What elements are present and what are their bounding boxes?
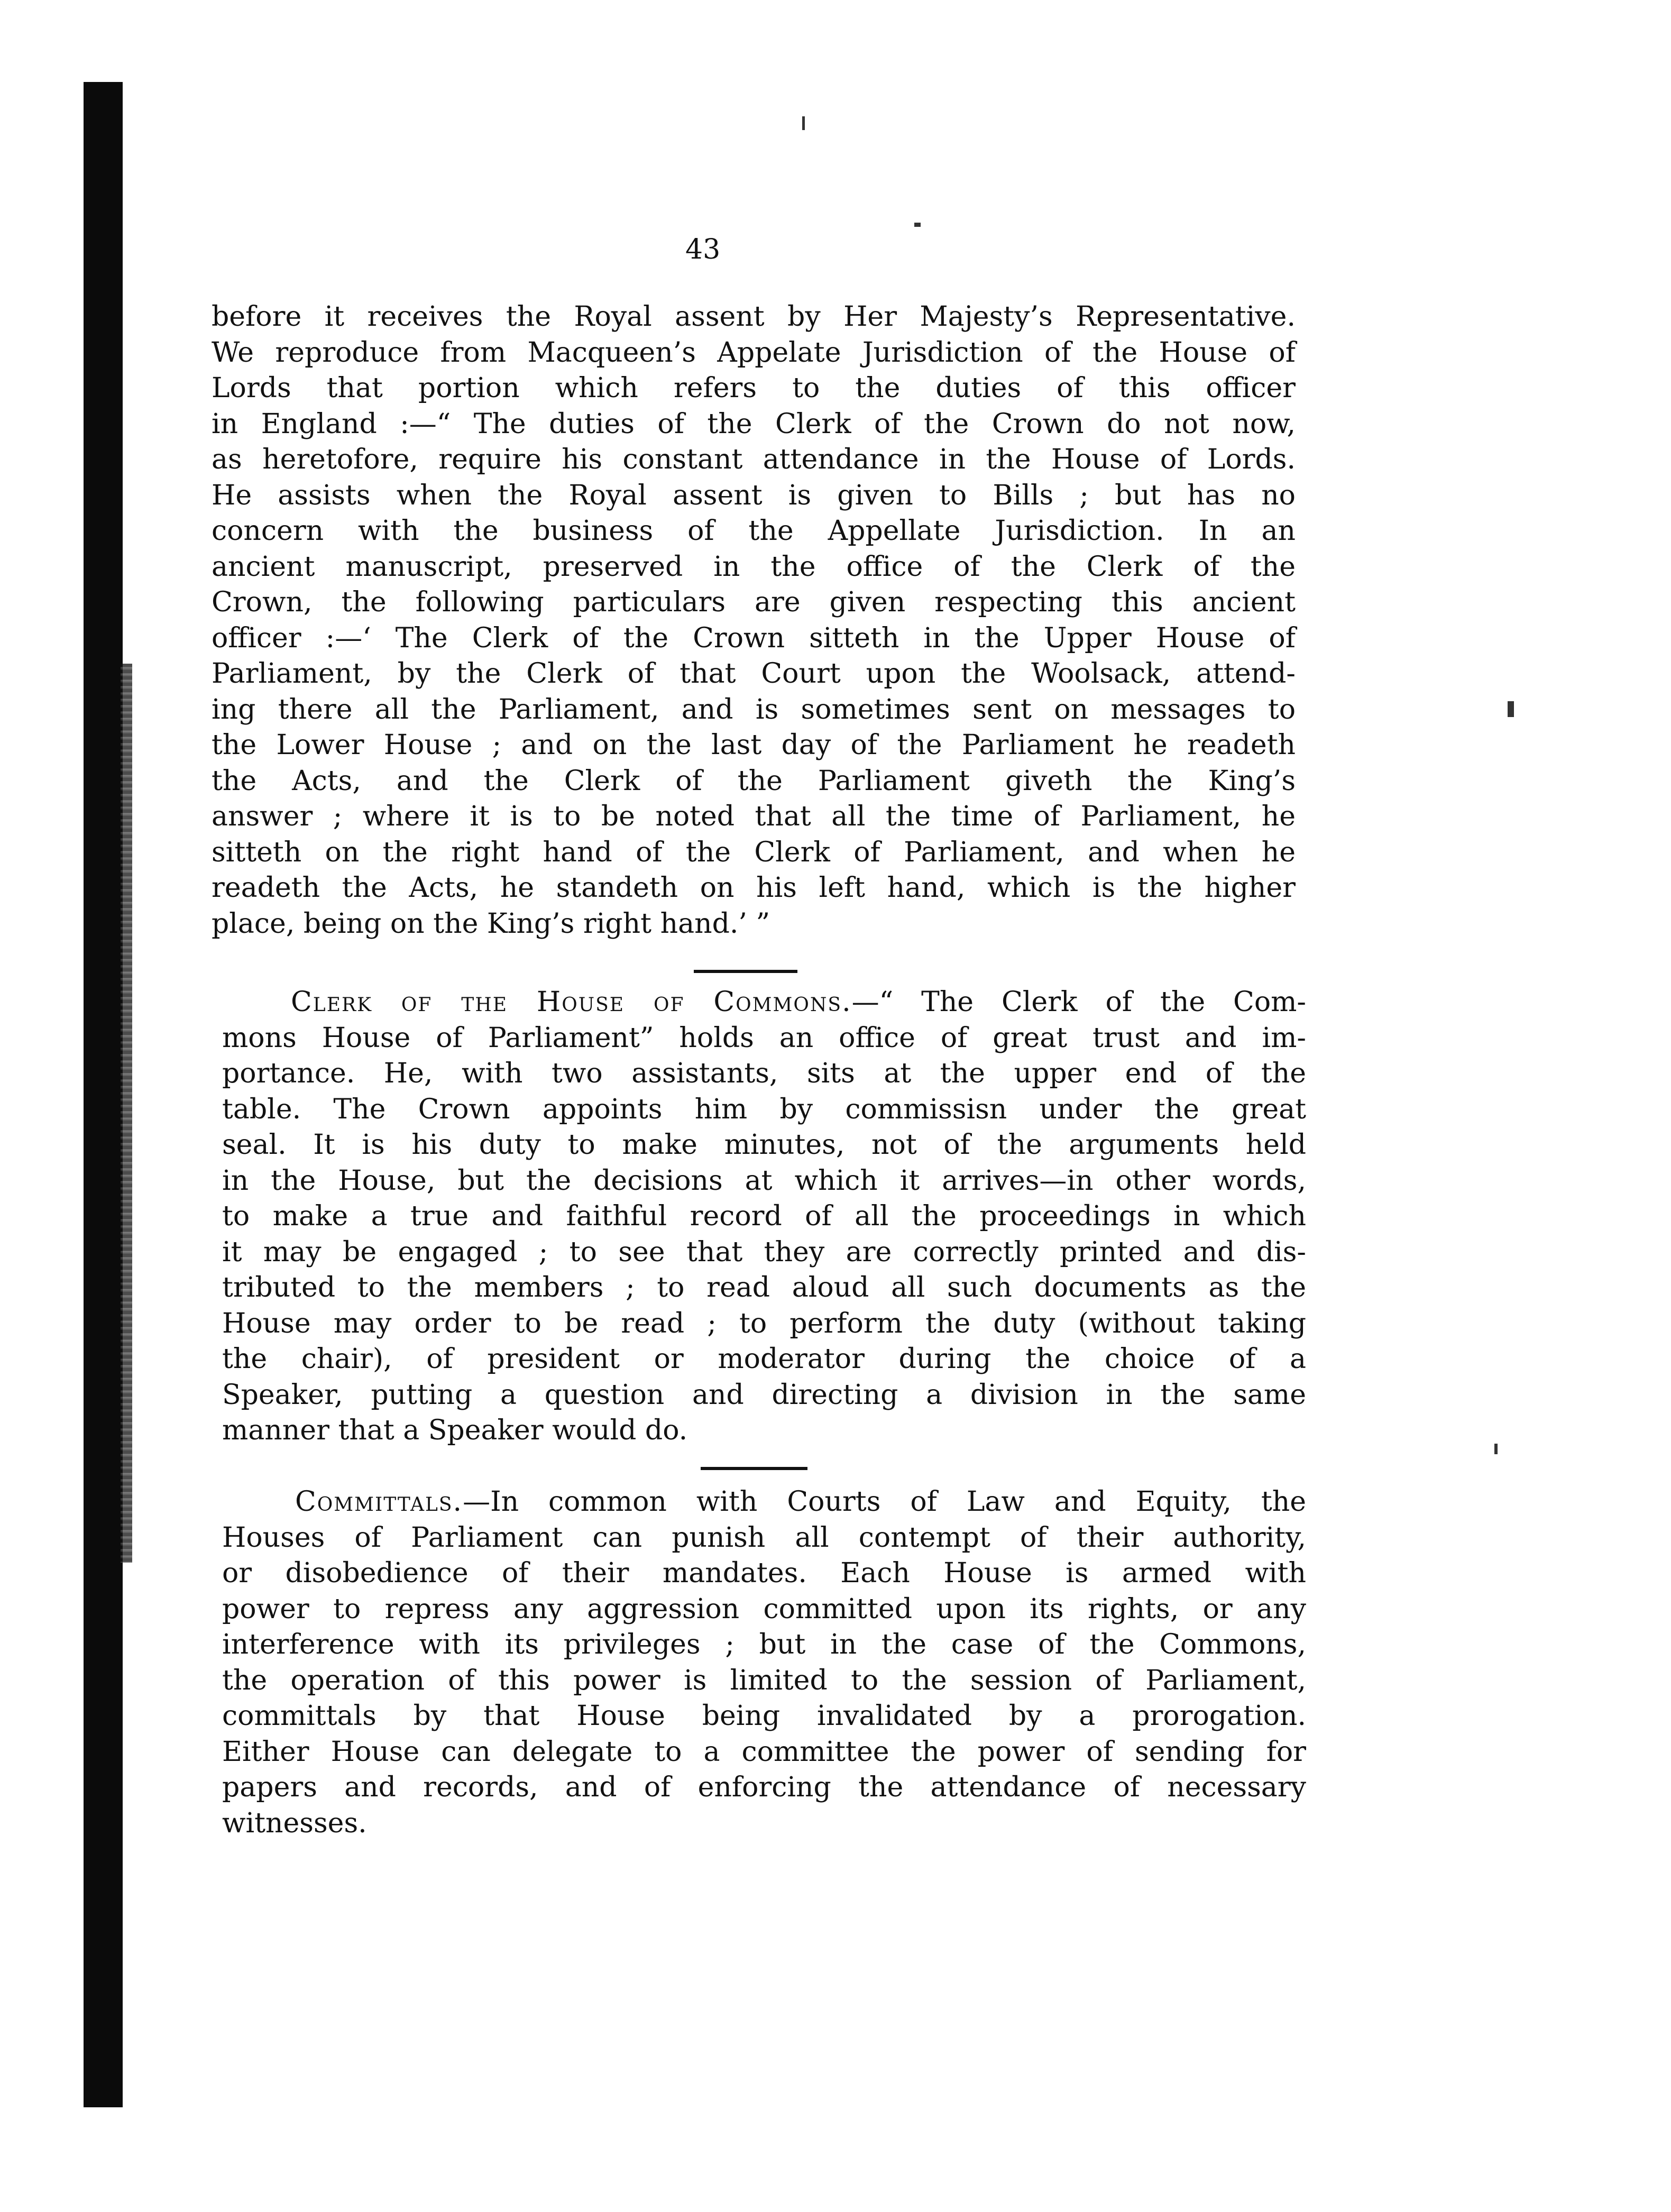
scan-binding-edge [84,82,123,2107]
text-line: witnesses. [222,1807,367,1839]
text-line: tributed to the members ; to read aloud all such documents as the [222,1272,1306,1304]
section-divider [701,1467,807,1470]
text-line: Parliament, by the Clerk of that Court upon the Woolsack, attend- [212,658,1296,690]
text-line: We reproduce from Macqueen’s Appelate Jurisdiction of the House of [212,336,1296,369]
text-line: sitteth on the right hand of the Clerk of Parliament, and when he [212,836,1296,868]
text-line: manner that a Speaker would do. [222,1415,688,1446]
text-line: the operation of this power is limited to the session of Parliament, [222,1664,1306,1696]
text-line: committals by that House being invalidated by a prorogation. [222,1700,1306,1732]
section-divider [694,970,797,973]
text-line-fragment: —“ The Clerk of the Com- [851,986,1306,1018]
text-line: place, being on the King’s right hand.’ ” [212,907,770,940]
section-first-line [222,985,1306,1021]
text-line: answer ; where it is to be noted that all the time of Parliament, he [212,801,1296,832]
text-line: power to repress any aggression committed upon its rights, or any [222,1593,1306,1625]
text-line: Speaker, putting a question and directing a division in the same [222,1379,1306,1411]
text-line: portance. He, with two assistants, sits at the upper end of the [222,1058,1306,1089]
section-heading: Committals. [295,1486,463,1518]
text-line: table. The Crown appoints him by commissisn under the great [222,1093,1306,1125]
intro-paragraph [212,299,1296,942]
text-line: Lords that portion which refers to the duties of this officer [212,372,1296,404]
text-line: Crown, the following particulars are given respecting this ancient [212,586,1296,618]
text-line: readeth the Acts, he standeth on his left hand, which is the higher [212,872,1296,904]
text-line: it may be engaged ; to see that they are correctly printed and dis- [222,1236,1306,1268]
scan-speck [1508,701,1514,717]
text-line: Either House can delegate to a committee the power of sending for [222,1736,1306,1768]
text-line: ancient manuscript, preserved in the office of the Clerk of the [212,550,1296,583]
text-line: to make a true and faithful record of all the proceedings in which [222,1200,1306,1232]
text-line: concern with the business of the Appellate Jurisdiction. In an [212,515,1296,547]
text-line: before it receives the Royal assent by Her Majesty’s Representative. [212,301,1296,333]
text-line: as heretofore, require his constant attendance in the House of Lords. [212,444,1296,475]
scan-speck [802,116,805,130]
text-line: He assists when the Royal assent is given to Bills ; but has no [212,479,1296,511]
text-line: papers and records, and of enforcing the attendance of necessary [222,1772,1306,1803]
page-number: 43 [685,234,721,265]
text-line: interference with its privileges ; but in the case of the Commons, [222,1629,1306,1660]
text-line: seal. It is his duty to make minutes, not of the arguments held [222,1129,1306,1161]
text-line: mons House of Parliament” holds an office of great trust and im- [222,1022,1306,1054]
scan-speck [1494,1444,1498,1454]
text-line: the chair), of president or moderator during the choice of a [222,1343,1306,1375]
section-heading: Clerk of the House of Commons. [291,986,852,1018]
scan-speck [914,223,921,227]
text-line: in England :—“ The duties of the Clerk of the Crown do not now, [212,408,1296,440]
text-line: ing there all the Parliament, and is sometimes sent on messages to [212,693,1296,726]
clerk-of-commons-section [222,985,1306,1449]
text-line: officer :—‘ The Clerk of the Crown sitteth in the Upper House of [212,622,1296,654]
text-line: Houses of Parliament can punish all contempt of their authority, [222,1521,1306,1554]
text-line: the Lower House ; and on the last day of the Parliament he readeth [212,729,1296,761]
text-line-fragment: —In common with Courts of Law and Equity, the [463,1486,1306,1518]
text-line: House may order to be read ; to perform the duty (without taking [222,1307,1306,1339]
text-line: the Acts, and the Clerk of the Parliament giveth the King’s [212,765,1296,797]
text-line: or disobedience of their mandates. Each House is armed with [222,1557,1306,1589]
committals-section [222,1484,1306,1841]
section-first-line [222,1484,1306,1520]
text-line: in the House, but the decisions at which it arrives—in other words, [222,1164,1306,1197]
